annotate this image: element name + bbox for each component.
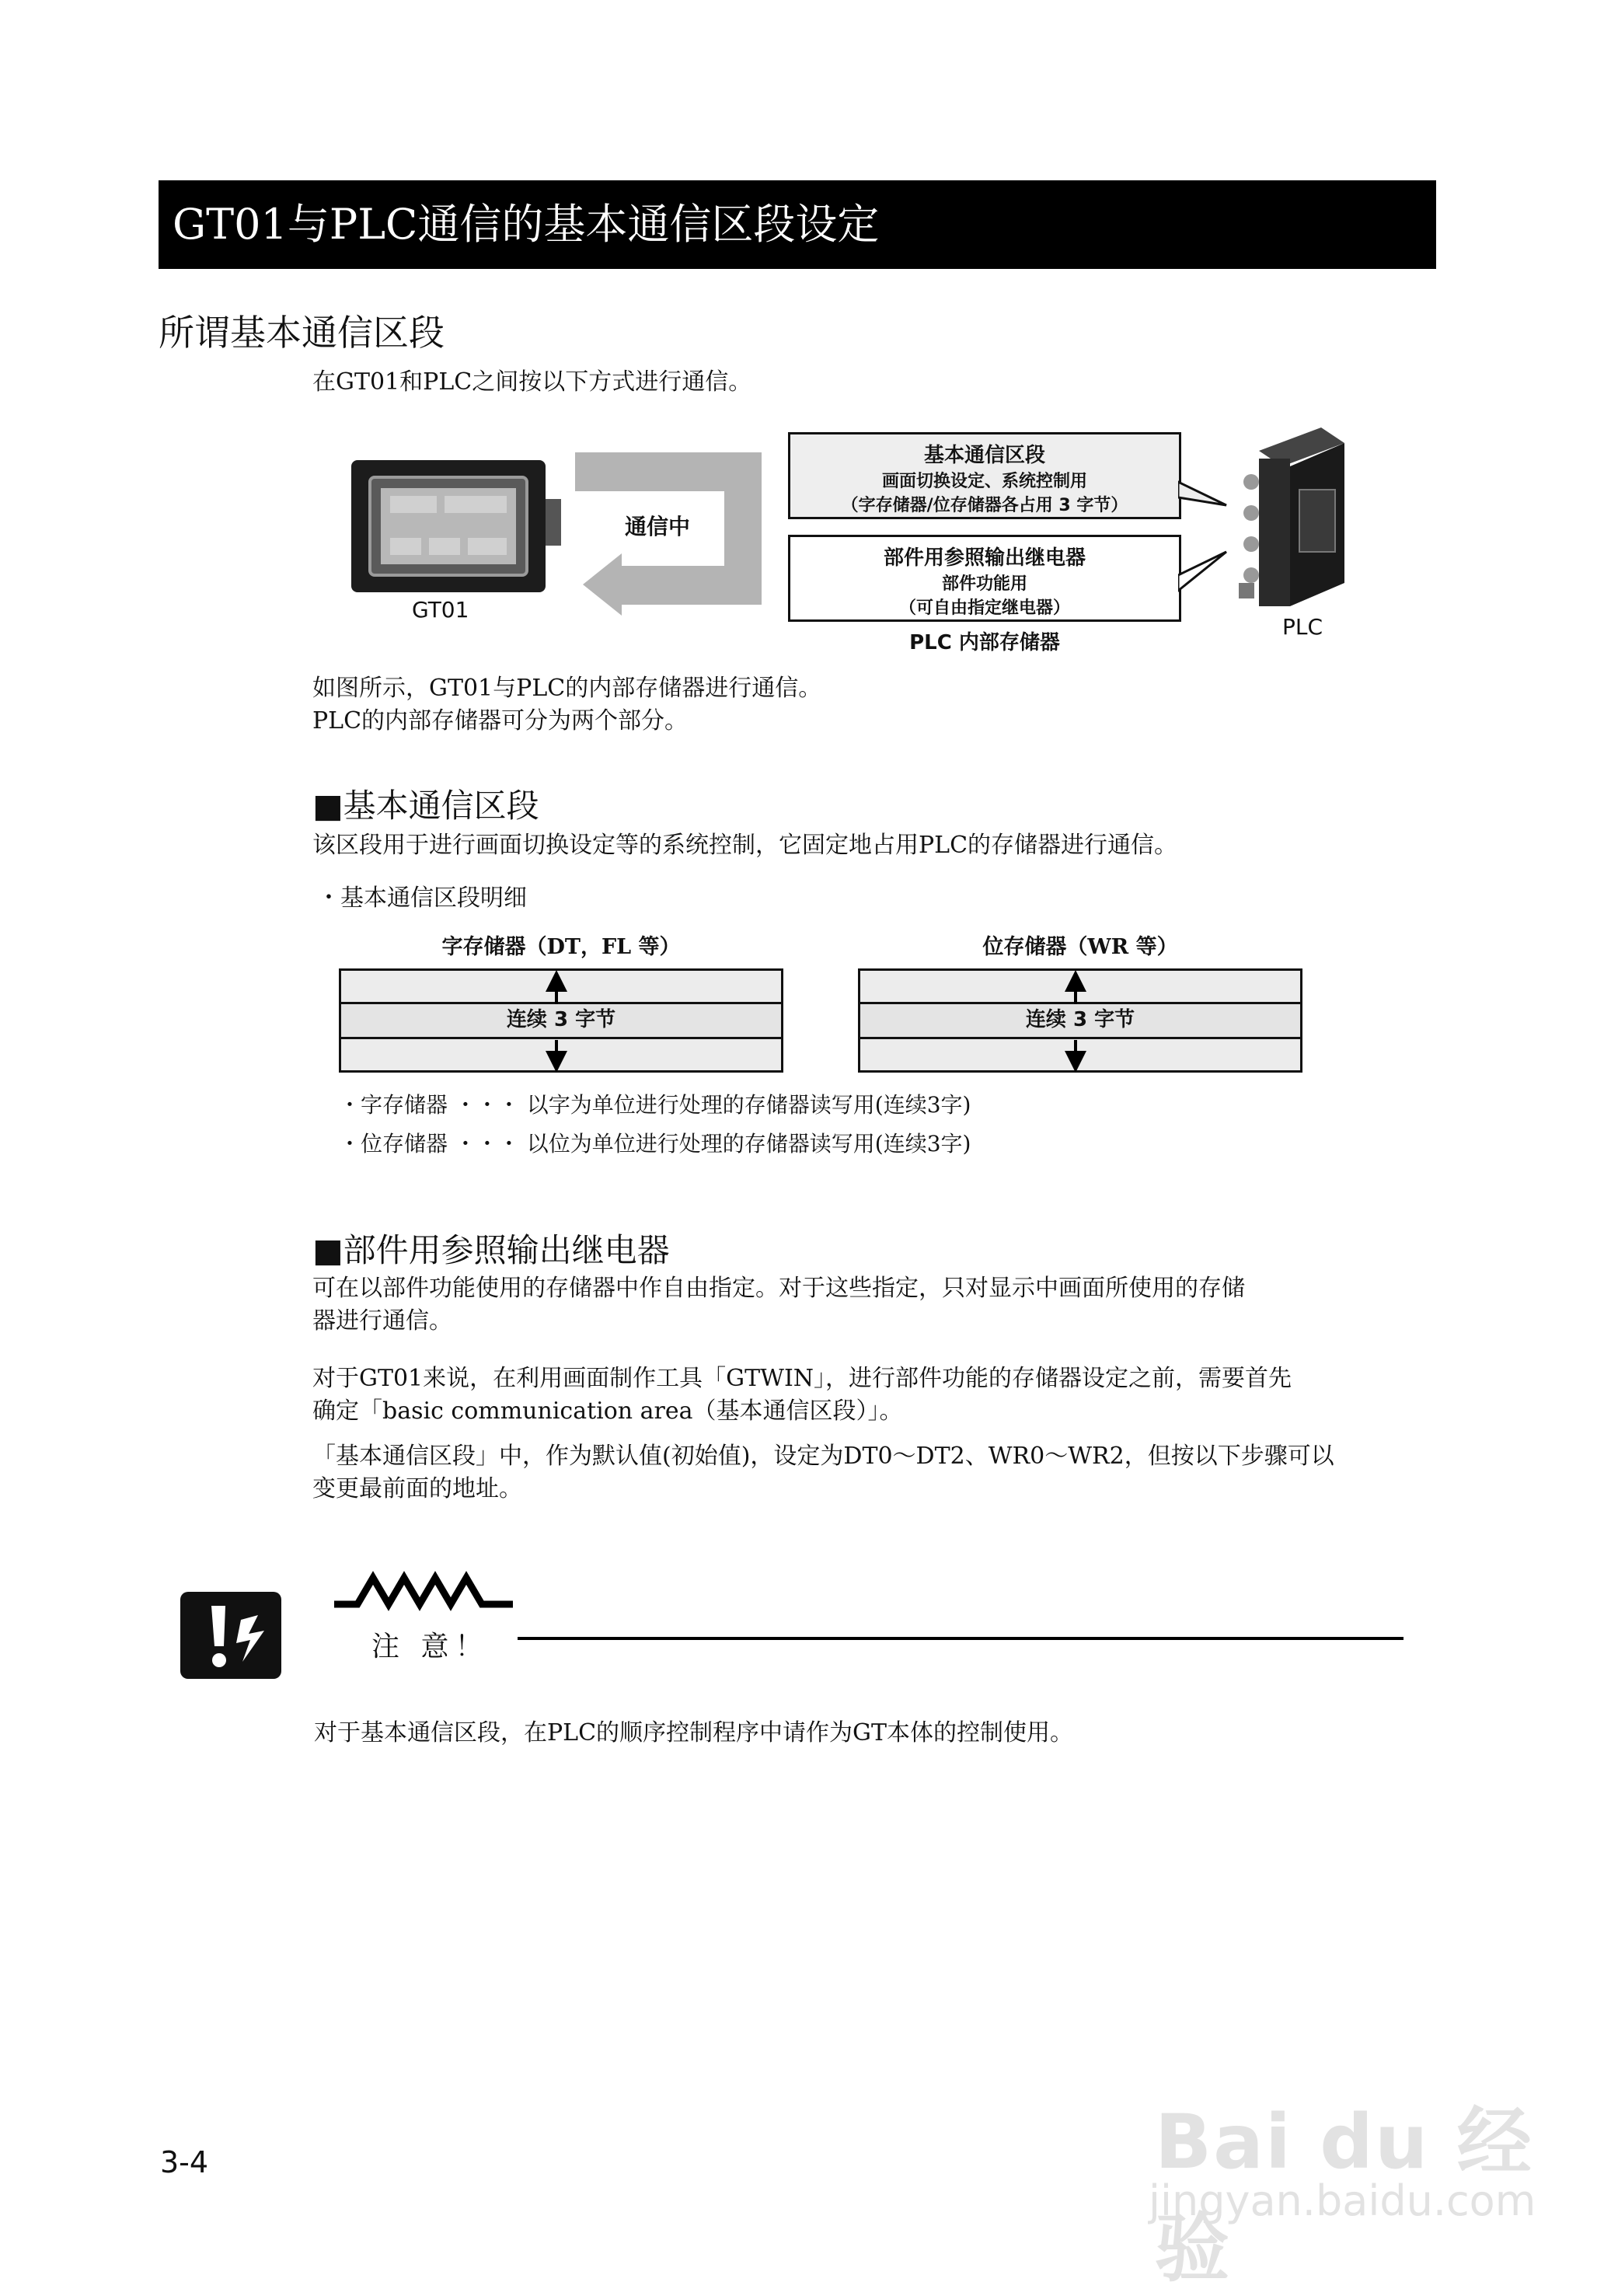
basic-area-box-line2: （字存储器/位存储器各占用 3 字节） [841,496,1128,515]
component-relay-p3-line1: 「基本通信区段」中，作为默认值(初始值)，设定为DT0～DT2、WR0～WR2，但按以下步骤可以 [312,1443,1334,1470]
section-heading-basic-segment: ■基本通信区段 [312,787,539,825]
component-relay-box-line1: 部件功能用 [941,574,1027,594]
caution-divider [518,1637,1404,1640]
caution-zigzag-icon [334,1567,521,1614]
bit-memory-title: 位存储器（WR 等） [982,935,1178,959]
section-heading-basic-area: 所谓基本通信区段 [159,312,445,354]
section-heading-component-relay: ■部件用参照输出继电器 [312,1231,670,1269]
word-memory-span-arrows-icon [541,968,572,1077]
caution-label: 注 意！ [371,1631,490,1663]
component-relay-p2-line2: 确定「basic communication area（基本通信区段）」。 [312,1397,903,1425]
intro-text: 在GT01和PLC之间按以下方式进行通信。 [312,368,752,396]
component-relay-box [788,535,1181,622]
gt01-label: GT01 [412,597,469,623]
plc-label: PLC [1282,614,1323,640]
watermark-brand: Bai du 经验 [1155,2099,1533,2292]
detail-bullet: ・基本通信区段明细 [317,885,527,912]
component-relay-p3-line2: 变更最前面的地址。 [312,1475,522,1502]
after-diagram-line2: PLC的内部存储器可分为两个部分。 [312,707,689,735]
communicating-label: 通信中 [625,514,691,539]
callout-pointers [1178,459,1233,598]
component-relay-p2-line1: 对于GT01来说，在利用画面制作工具「GTWIN」，进行部件功能的存储器设定之前，需要首先 [312,1365,1292,1392]
bit-memory-span-arrows-icon [1060,968,1091,1077]
word-memory-title: 字存储器（DT，FL 等） [441,935,681,959]
basic-segment-desc: 该区段用于进行画面切换设定等的系统控制，它固定地占用PLC的存储器进行通信。 [312,832,1178,859]
bullet-bit-memory: ・位存储器 ・・・ 以位为单位进行处理的存储器读写用(连续3字) [339,1131,971,1157]
communication-diagram [342,427,1352,661]
watermark-url: jingyan.baidu.com [1149,2176,1536,2225]
page-number: 3-4 [160,2145,209,2179]
basic-area-box [788,432,1181,519]
gt01-device-image [351,460,561,592]
bit-memory-middle-label: 连续 3 字节 [1025,1008,1135,1031]
plc-device-image [1228,427,1344,614]
after-diagram-line1: 如图所示，GT01与PLC的内部存储器进行通信。 [312,675,822,702]
caution-text: 对于基本通信区段，在PLC的顺序控制程序中请作为GT本体的控制使用。 [314,1719,1074,1746]
basic-area-box-line1: 画面切换设定、系统控制用 [881,472,1087,491]
page-title: GT01与PLC通信的基本通信区段设定 [159,180,1436,269]
bullet-word-memory: ・字存储器 ・・・ 以字为单位进行处理的存储器读写用(连续3字) [339,1092,971,1118]
component-relay-p1-line1: 可在以部件功能使用的存储器中作自由指定。对于这些指定，只对显示中画面所使用的存储 [312,1275,1245,1302]
component-relay-box-title: 部件用参照输出继电器 [883,546,1086,570]
caution-warning-icon [180,1592,281,1679]
word-memory-middle-label: 连续 3 字节 [506,1008,616,1031]
component-relay-box-line2: （可自由指定继电器） [898,598,1070,618]
basic-area-box-title: 基本通信区段 [923,444,1045,467]
plc-memory-label: PLC 内部存储器 [909,631,1060,654]
component-relay-p1-line2: 器进行通信。 [312,1307,452,1335]
